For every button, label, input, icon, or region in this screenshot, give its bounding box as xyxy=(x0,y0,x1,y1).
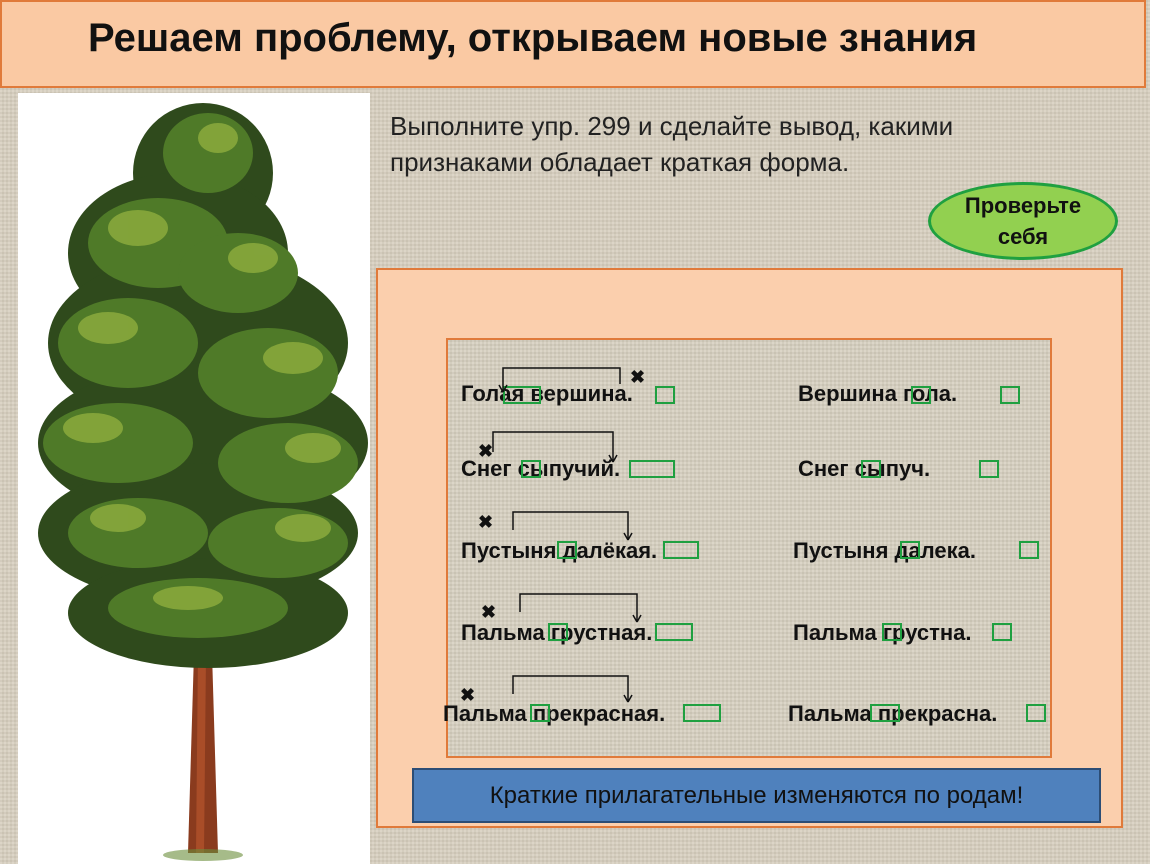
ending-mark xyxy=(900,541,920,559)
ending-mark xyxy=(1000,386,1020,404)
full-form-phrase-1: Голая вершина. xyxy=(461,381,633,406)
full-form-phrase-3: Пустыня далёкая. xyxy=(461,538,658,563)
cross-icon: ✖ xyxy=(630,367,646,387)
full-form-phrase-2: Снег сыпучий. xyxy=(461,456,621,481)
full-form-phrase-4: Пальма грустная. xyxy=(461,620,653,645)
ending-mark xyxy=(521,460,541,478)
short-form-phrase-1: Вершина гола. xyxy=(798,381,958,406)
task-instruction: Выполните упр. 299 и сделайте вывод, какими признаками обладает краткая форма. xyxy=(390,111,954,177)
ending-mark xyxy=(1019,541,1039,559)
conclusion-text: Краткие прилагательные изменяются по родам! xyxy=(489,781,1024,809)
short-form-phrase-2: Снег сыпуч. xyxy=(798,456,931,481)
short-form-phrase-4: Пальма грустна. xyxy=(793,620,972,645)
ending-mark xyxy=(655,386,675,404)
ending-mark xyxy=(655,623,693,641)
ending-mark xyxy=(548,623,568,641)
cross-icon: ✖ xyxy=(478,512,494,532)
ending-mark xyxy=(861,460,881,478)
check-yourself-button[interactable] xyxy=(928,182,1118,260)
ending-mark xyxy=(882,623,902,641)
cross-icon: ✖ xyxy=(481,602,497,622)
ending-mark xyxy=(870,704,900,722)
ending-mark xyxy=(979,460,999,478)
pine-tree-image xyxy=(18,93,370,864)
short-form-phrase-3: Пустыня далека. xyxy=(793,538,977,563)
ending-mark xyxy=(683,704,721,722)
ending-mark xyxy=(629,460,675,478)
ending-mark xyxy=(557,541,577,559)
ending-mark xyxy=(1026,704,1046,722)
title-bar xyxy=(0,0,1146,88)
slide-title: Решаем проблему, открываем новые знания xyxy=(88,16,978,60)
check-yourself-label: Проверьте себя xyxy=(964,193,1082,249)
ending-mark xyxy=(530,704,550,722)
ending-mark xyxy=(992,623,1012,641)
ending-mark xyxy=(911,386,931,404)
cross-icon: ✖ xyxy=(460,685,476,705)
pine-tree-illustration xyxy=(18,93,370,864)
conclusion-box xyxy=(412,768,1101,823)
short-form-phrase-5: Пальма прекрасна. xyxy=(788,701,998,726)
ending-mark xyxy=(503,386,541,404)
cross-icon: ✖ xyxy=(478,441,494,461)
full-form-phrase-5: Пальма прекрасная. xyxy=(443,701,666,726)
ending-mark xyxy=(663,541,699,559)
